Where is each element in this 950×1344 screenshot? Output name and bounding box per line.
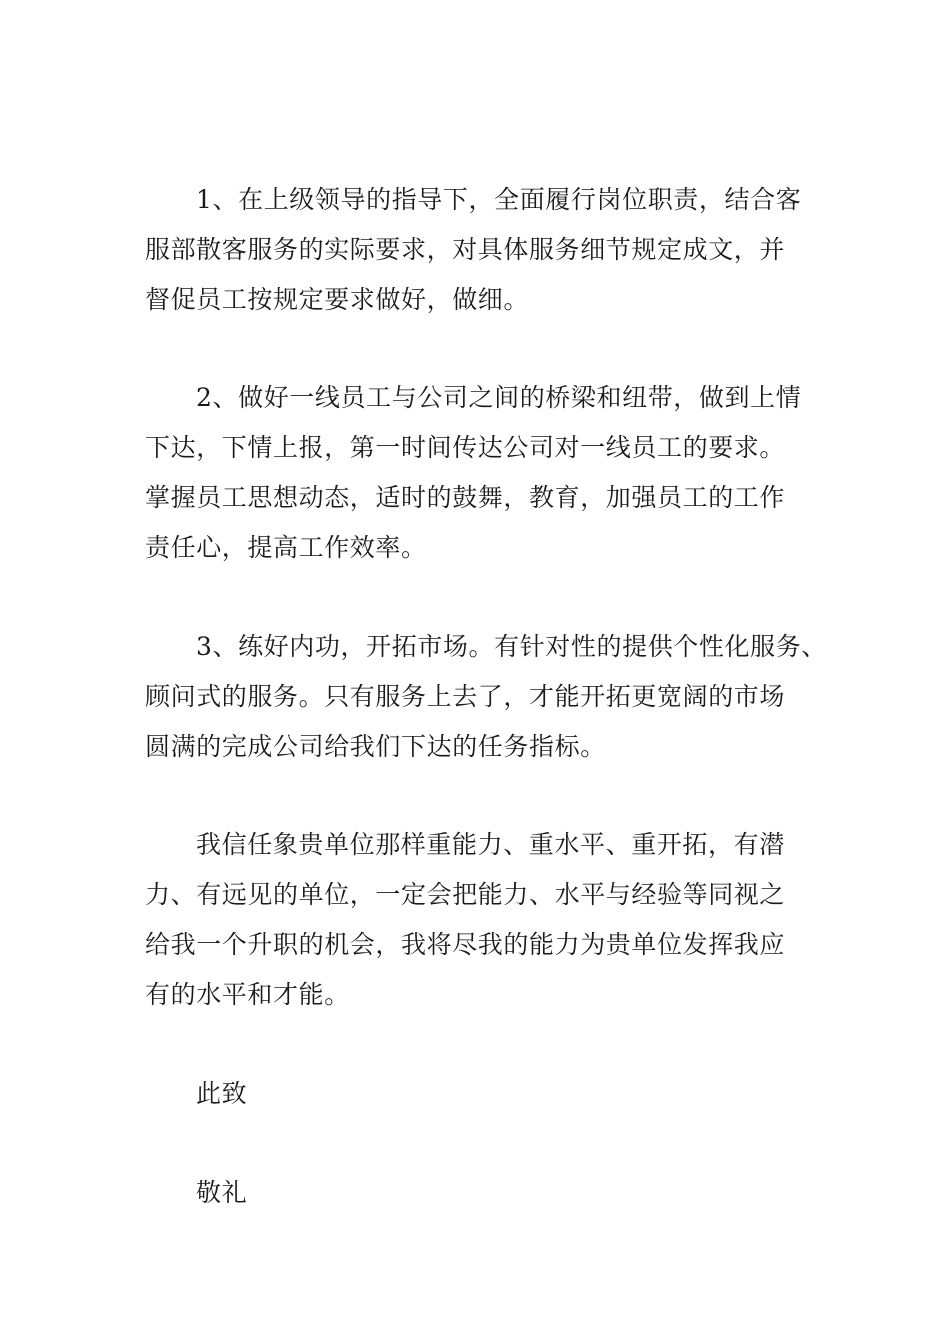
salutation-text: 敬礼 bbox=[196, 1178, 248, 1207]
paragraph-2-line-3: 掌握员工思想动态，适时的鼓舞，教育，加强员工的工作 bbox=[145, 483, 786, 512]
paragraph-4-line-1: 我信任象贵单位那样重能力、重水平、重开拓，有潜 bbox=[196, 830, 785, 859]
paragraph-1-line-1: 1、在上级领导的指导下，全面履行岗位职责，结合客 bbox=[196, 185, 802, 214]
paragraph-4-line-3: 给我一个升职的机会，我将尽我的能力为贵单位发挥我应 bbox=[145, 930, 786, 959]
paragraph-4-line-4: 有的水平和才能。 bbox=[145, 980, 350, 1009]
paragraph-2-line-4: 责任心，提高工作效率。 bbox=[145, 533, 427, 562]
paragraph-1-line-3: 督促员工按规定要求做好，做细。 bbox=[145, 285, 530, 314]
paragraph-4-line-2: 力、有远见的单位，一定会把能力、水平与经验等同视之 bbox=[145, 880, 786, 909]
closing-text: 此致 bbox=[196, 1079, 248, 1108]
paragraph-3-line-3: 圆满的完成公司给我们下达的任务指标。 bbox=[145, 732, 606, 761]
paragraph-2-line-1: 2、做好一线员工与公司之间的桥梁和纽带，做到上情 bbox=[196, 383, 802, 412]
paragraph-2-line-2: 下达，下情上报，第一时间传达公司对一线员工的要求。 bbox=[145, 433, 786, 462]
paragraph-3-line-2: 顾问式的服务。只有服务上去了，才能开拓更宽阔的市场 bbox=[145, 682, 786, 711]
paragraph-1-line-2: 服部散客服务的实际要求，对具体服务细节规定成文，并 bbox=[145, 235, 786, 264]
paragraph-3-line-1: 3、练好内功，开拓市场。有针对性的提供个性化服务、 bbox=[196, 632, 827, 661]
